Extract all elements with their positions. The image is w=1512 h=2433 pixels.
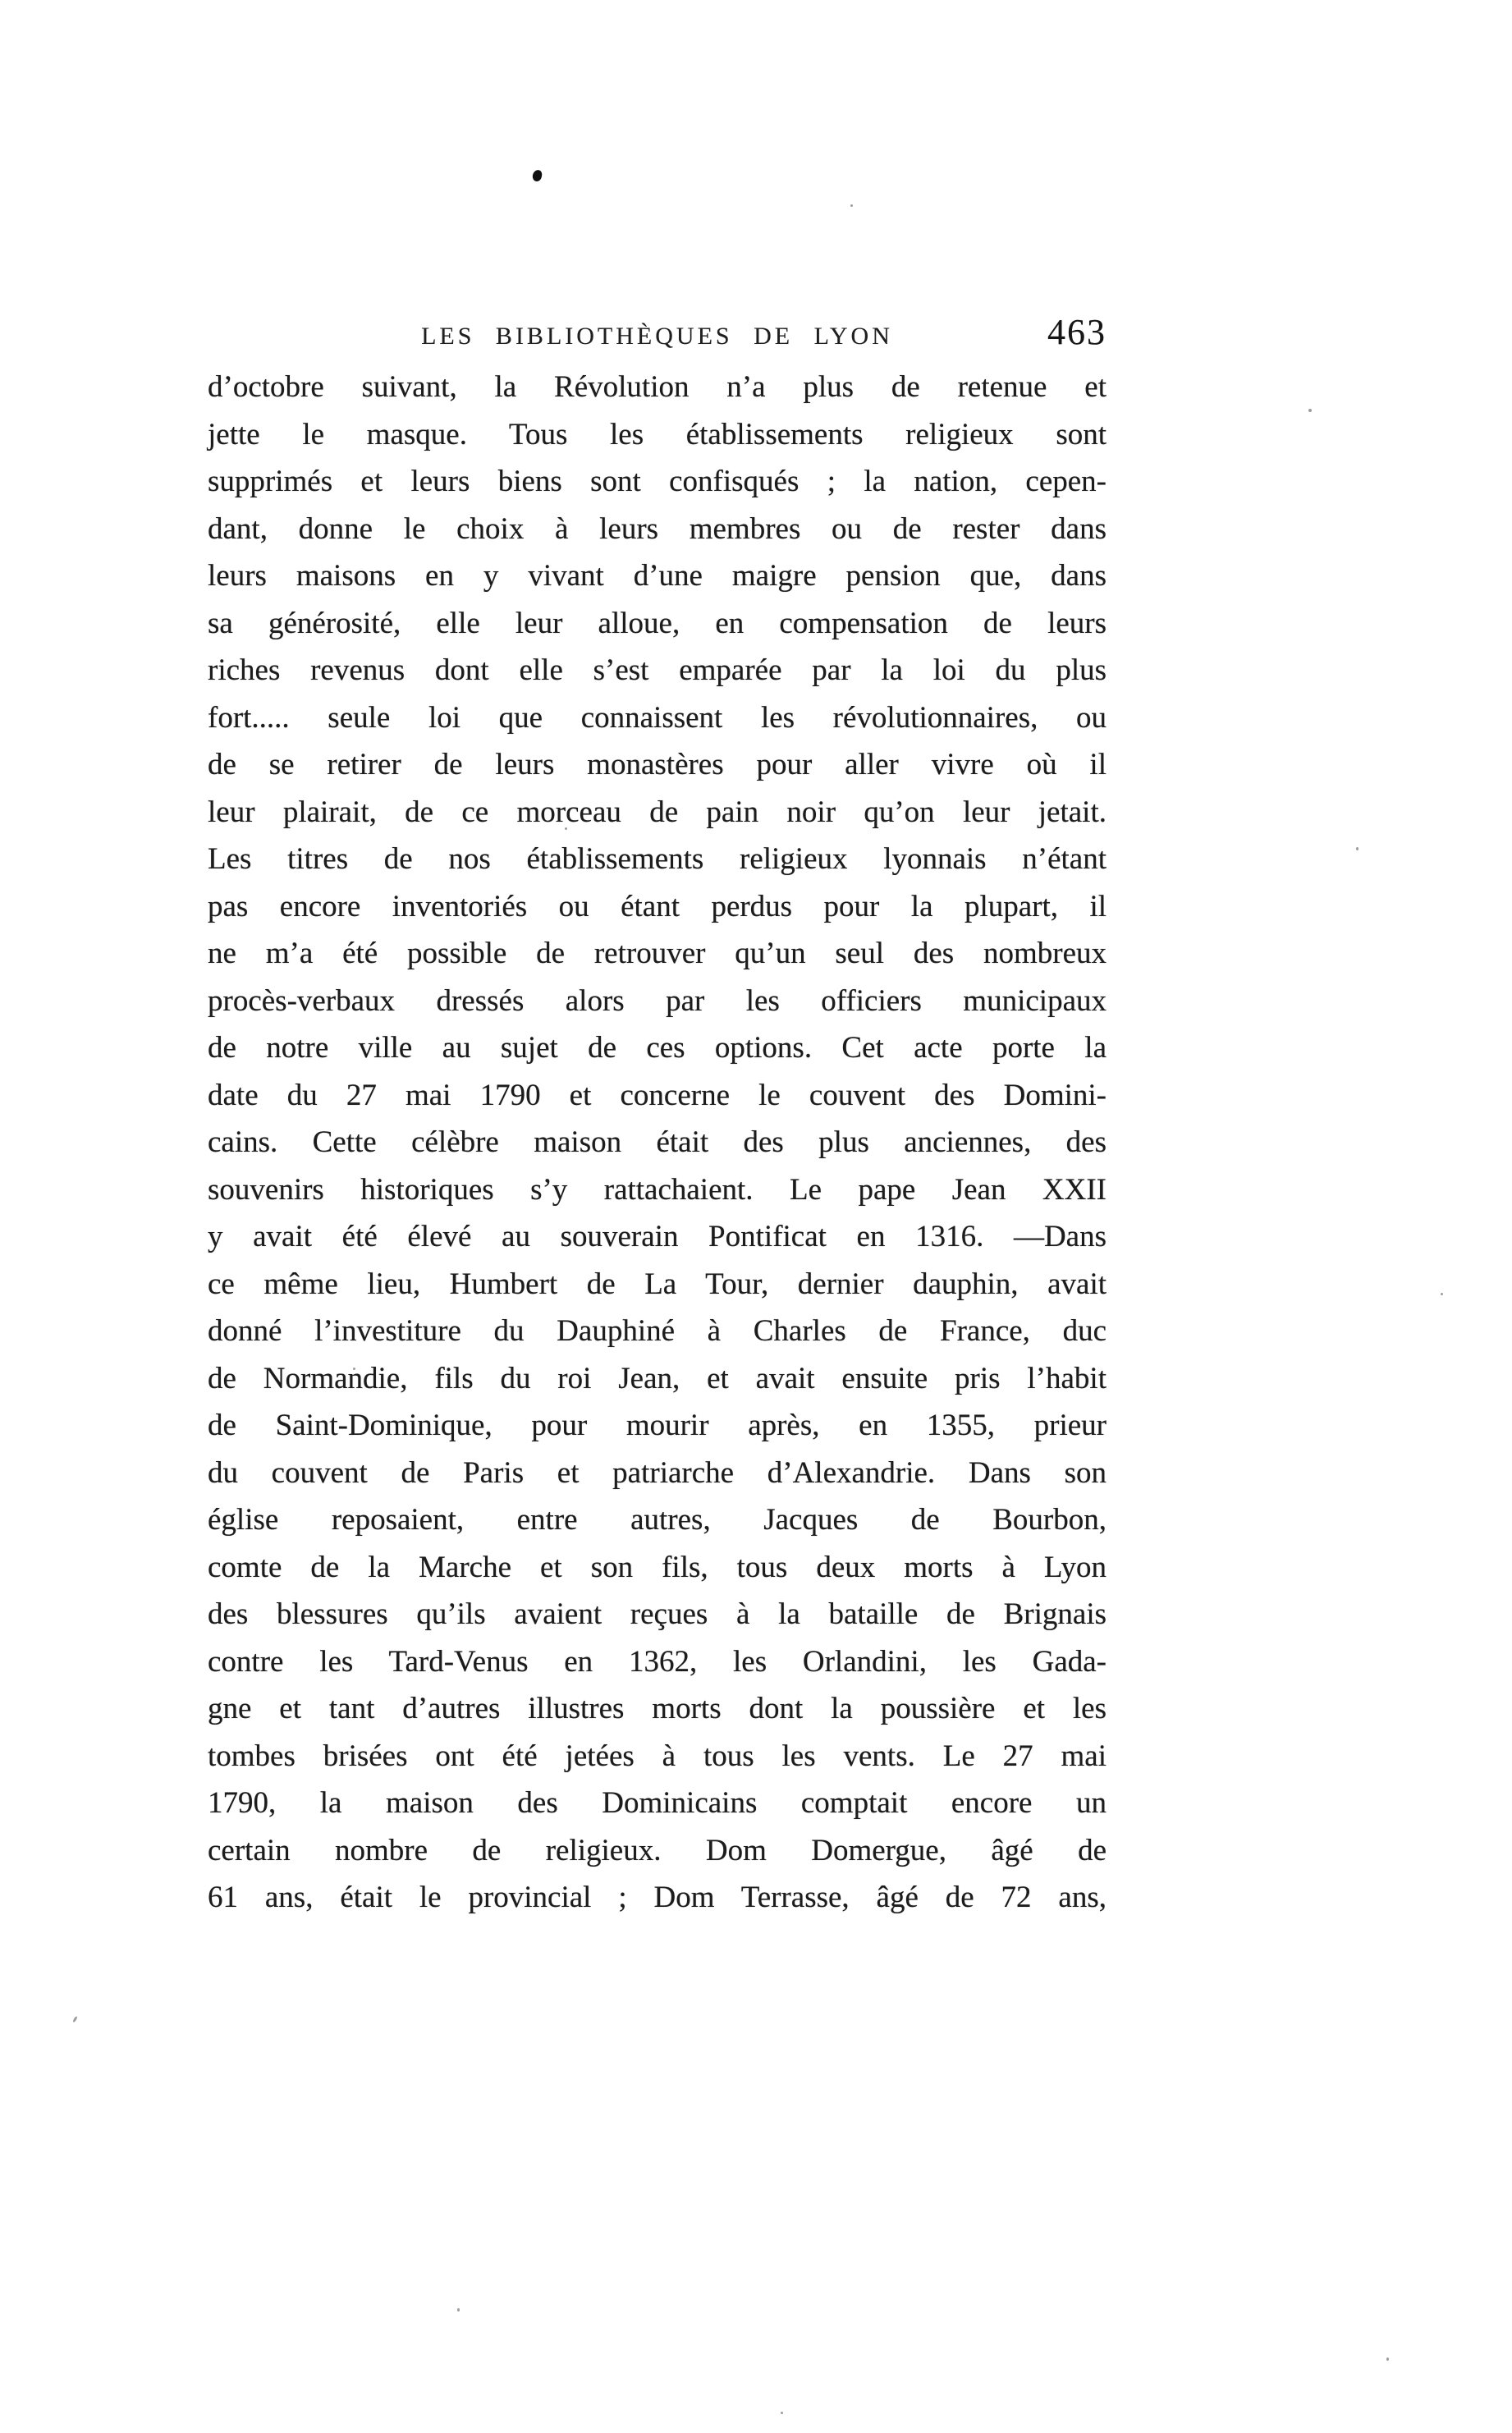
text-line: souvenirs historiques s’y rattachaient. Le pape Jean XXII <box>208 1172 1107 1207</box>
text-line: leur plairait, de ce morceau de pain noir qu’on leur jetait. <box>208 795 1107 829</box>
text-line: fort..... seule loi que connaissent les révolutionnaires, ou <box>208 700 1107 735</box>
text-line: ne m’a été possible de retrouver qu’un seul des nombreux <box>208 937 1107 970</box>
text-line: de Normandie, fils du roi Jean, et avait ensuite pris l’habit <box>208 1361 1107 1395</box>
text-line: donné l’investiture du Dauphiné à Charles de France, duc <box>208 1314 1107 1348</box>
ink-speck <box>1356 847 1359 850</box>
text-line: riches revenus dont elle s’est emparée par la loi du plus <box>208 653 1107 687</box>
page-number: 463 <box>1047 312 1107 352</box>
text-line: certain nombre de religieux. Dom Domergue, âgé de <box>208 1833 1107 1867</box>
text-line: comte de la Marche et son fils, tous deux morts à Lyon <box>208 1550 1107 1584</box>
text-line: d’octobre suivant, la Révolution n’a plus de retenue et <box>208 370 1107 404</box>
ink-speck <box>850 204 853 207</box>
text-line: cains. Cette célèbre maison était des plus anciennes, des <box>208 1125 1107 1159</box>
text-line: de se retirer de leurs monastères pour aller vivre où il <box>208 748 1107 781</box>
text-line: y avait été élevé au souverain Pontificat en 1316. —Dans <box>208 1220 1107 1253</box>
text-line: de notre ville au sujet de ces options. Cet acte porte la <box>208 1031 1107 1065</box>
text-line: 61 ans, était le provincial ; Dom Terrasse, âgé de 72 ans, <box>208 1881 1107 1914</box>
body-text <box>208 364 1107 1922</box>
ink-speck <box>72 2016 78 2023</box>
text-line: tombes brisées ont été jetées à tous les vents. Le 27 mai <box>208 1739 1107 1773</box>
text-line: gne et tant d’autres illustres morts dont la poussière et les <box>208 1692 1107 1725</box>
text-line: pas encore inventoriés ou étant perdus pour la plupart, il <box>208 889 1107 923</box>
text-line: de Saint-Dominique, pour mourir après, en 1355, prieur <box>208 1409 1107 1442</box>
text-line: des blessures qu’ils avaient reçues à la bataille de Brignais <box>208 1597 1107 1631</box>
text-line: ce même lieu, Humbert de La Tour, dernier dauphin, avait <box>208 1267 1107 1301</box>
ink-speck <box>781 2412 783 2414</box>
text-line: du couvent de Paris et patriarche d’Alexandrie. Dans son <box>208 1455 1107 1490</box>
text-line: dant, donne le choix à leurs membres ou de rester dans <box>208 511 1107 546</box>
text-line: contre les Tard-Venus en 1362, les Orlandini, les Gada- <box>208 1644 1107 1679</box>
text-line: procès-verbaux dressés alors par les officiers municipaux <box>208 983 1107 1018</box>
text-line: leurs maisons en y vivant d’une maigre pension que, dans <box>208 559 1107 593</box>
text-line: sa générosité, elle leur alloue, en compensation de leurs <box>208 606 1107 640</box>
text-line: jette le masque. Tous les établissements religieux sont <box>208 417 1107 451</box>
ink-speck <box>1441 1293 1443 1295</box>
running-title: LES BIBLIOTHÈQUES DE LYON <box>421 323 893 350</box>
ink-speck <box>457 2308 460 2312</box>
text-line: église reposaient, entre autres, Jacques de Bourbon, <box>208 1503 1107 1537</box>
ink-blot <box>532 169 543 182</box>
ink-speck <box>1308 409 1312 412</box>
text-line: Les titres de nos établissements religieux lyonnais n’étant <box>208 842 1107 876</box>
ink-speck <box>1386 2357 1389 2361</box>
text-line: date du 27 mai 1790 et concerne le couvent des Domini- <box>208 1078 1107 1112</box>
text-line: supprimés et leurs biens sont confisqués ; la nation, cepen- <box>208 465 1107 498</box>
page-header <box>208 312 1107 358</box>
text-line: 1790, la maison des Dominicains comptait encore un <box>208 1786 1107 1820</box>
